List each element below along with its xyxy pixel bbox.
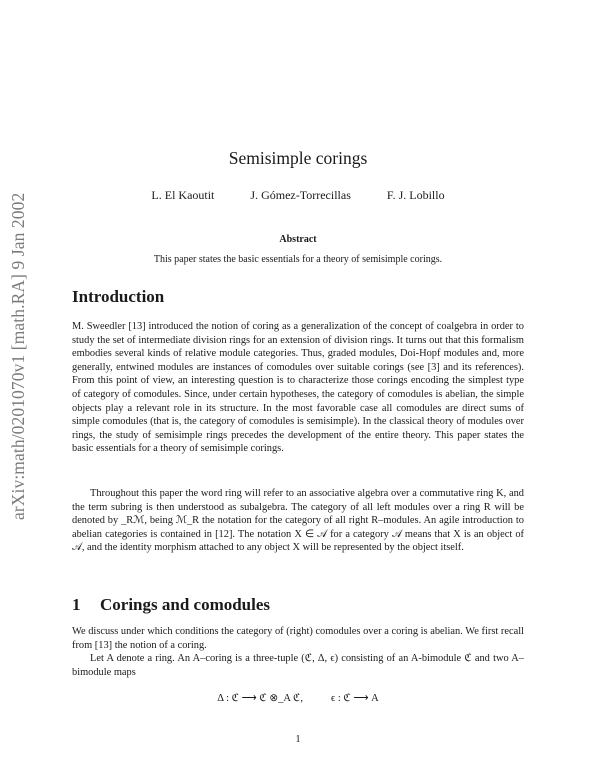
counit-map: ϵ : ℭ ⟶ A <box>331 693 379 704</box>
page-number: 1 <box>295 734 301 745</box>
paper-title: Semisimple corings <box>228 148 368 168</box>
section-title: Corings and comodules <box>100 595 271 614</box>
introduction-paragraph-2: Throughout this paper the word ring will refer to an associative algebra over a commutative ring K, and the term subring is then understood as subalgebra. The category of all left modules over a ring R will be denoted by _Rℳ, being ℳ_R the notation for the category of all right R–modules. An agile introduction to abelian categories is contained in [12]. The notation X ∈ 𝒜 for a category 𝒜 means that X is an object of 𝒜, and the identity morphism attached to any object X will be represented by the object itself. <box>72 488 524 554</box>
comultiplication-map: Δ : ℭ ⟶ ℭ ⊗_A ℭ, <box>217 693 304 704</box>
abstract-text: This paper states the basic essentials for a theory of semisimple corings. <box>153 254 443 265</box>
author-name: F. J. Lobillo <box>386 188 445 202</box>
introduction-paragraph-1: M. Sweedler [13] introduced the notion of coring as a generalization of the concept of coalgebra in order to study the set of intermediate division rings for an extension of division rings. It turns out that this formalism embodies several kinds of relative module categories. Thus, graded modules, Doi-Hopf modules and, more generally, entwined modules are instances of comodules over suitable corings (see [3] and its references). From this point of view, an interesting question is to characterize those corings encoding the simplest type of category of comodules. Since, under certain hypotheses, the category of comodules is abelian, the simple objects play a relevant role in its structure. In the most favorable case all comodules are direct sums of simple comodules (that is, the category of comodules is semisimple). In the classical theory of modules over rings, the study of semisimple rings precedes the development of the entire theory. This paper states the basic essentials for a theory of semisimple corings. <box>72 321 524 455</box>
author-list <box>72 188 524 203</box>
section-1-paragraph-1: We discuss under which conditions the category of (right) comodules over a coring is abelian. We first recall from [13] the notion of a coring. <box>72 626 524 651</box>
section-1-heading <box>72 595 270 615</box>
display-equation <box>72 692 524 704</box>
introduction-heading: Introduction <box>72 287 165 306</box>
section-number: 1 <box>72 595 81 614</box>
section-1-paragraph-2: Let A denote a ring. An A–coring is a three-tuple (ℭ, Δ, ϵ) consisting of an A-bimodule ℭ and two A–bimodule maps <box>72 653 524 678</box>
author-name: J. Gómez-Torrecillas <box>250 188 351 202</box>
abstract-heading: Abstract <box>279 234 317 245</box>
author-name: L. El Kaoutit <box>151 188 215 202</box>
arxiv-identifier-stamp: arXiv:math/0201070v1 [math.RA] 9 Jan 2002 <box>8 192 28 520</box>
